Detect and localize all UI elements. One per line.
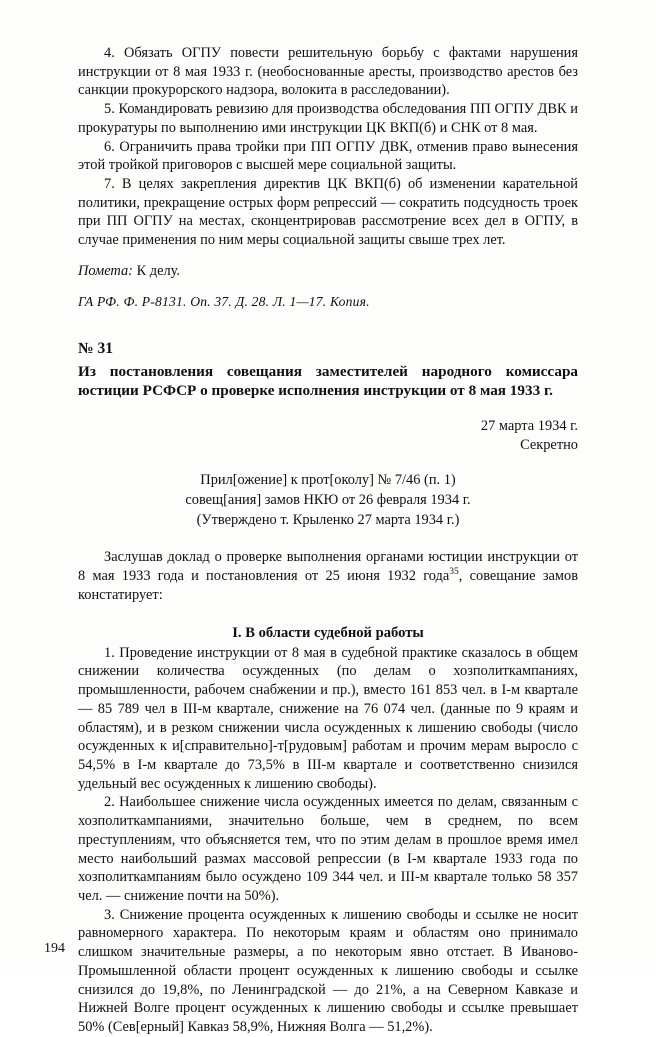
document-date: 27 марта 1934 г. — [480, 417, 578, 434]
attachment-line-2: совещ[ания] замов НКЮ от 26 февраля 1934 г. — [185, 491, 471, 508]
lead-part-2: , совещание замов констатирует: — [78, 568, 579, 603]
paragraph-item-2: 2. Наибольшее снижение числа осужденных имеется по делам, связанным с хозполиткампаниями, значительно больше, чем в среднем, по всем преступлениям, что объясняется тем, что по этим делам в прошлое время имел место наибольший размах массовой репрессии (в I-м квартале 1933 года по хозполиткампаниям было осуждено 109 344 чел. и III-м квартале только 58 357 чел. — снижение почти на 50%). — [78, 794, 578, 904]
section-body — [78, 644, 578, 1037]
date-block — [78, 417, 578, 455]
archive-reference: ГА РФ. Ф. Р-8131. Оп. 37. Д. 28. Л. 1—17. Копия. — [78, 293, 370, 309]
paragraph-item-1: 1. Проведение инструкции от 8 мая в судебной практике сказалось в общем снижении количества осужденных (по делам о хозполиткампаниях, промышленности, рабочем снабжении и пр.), вместо 161 853 чел. в I-м квартале — 85 789 чел в III-м квартале, снижение на 76 074 чел. (данные по 9 краям и областям), и в резком снижении числа осужденных к лишению свободы (число осужденных к и[справительно]-т[рудовым] работам и прочим мерам выросло с 54,5% в I-м квартале до 73,5% в III-м квартале и соответственно снизился удельный вес осужденных к лишению свободы). — [78, 644, 578, 792]
secrecy-label: Секретно — [520, 436, 578, 453]
lead-part-1: Заслушав доклад о проверке выполнения органами юстиции инструкции от 8 мая 1933 года и постановления от 25 июня 1932 года — [78, 549, 578, 585]
attachment-line-1: Прил[ожение] к прот[околу] № 7/46 (п. 1) — [200, 471, 456, 488]
document-title: Из постановления совещания заместителей народного комиссара юстиции РСФСР о проверке исполнения инструкции от 8 мая 1933 г. — [78, 362, 578, 400]
paragraph-item-7: 7. В целях закрепления директив ЦК ВКП(б) об изменении карательной политики, прекращение острых форм репрессий — сократить подсудность троек при ПП ОГПУ на местах, сконцентрировав рассмотрение всех дел в ОГПУ, в случае применения по ним меры социальной защиты свыше трех лет. — [78, 176, 578, 249]
lead-paragraph — [78, 548, 578, 604]
top-section — [78, 44, 578, 250]
editorial-note — [78, 263, 578, 280]
attachment-header — [78, 471, 578, 531]
lead-paragraph-text — [78, 548, 578, 604]
attachment-line-3: (Утверждено т. Крыленко 27 марта 1934 г.) — [196, 511, 460, 528]
paragraph-item-4: 4. Обязать ОГПУ повести решительную борьбу с фактами нарушения инструкции от 8 мая 1933 г. (необоснованные аресты, производство арестов без санкции прокурорского надзора, волокита в расследовании). — [78, 45, 578, 99]
footnote-marker: 35 — [449, 567, 459, 578]
note-text: К делу. — [132, 262, 181, 279]
page-folio: 194 — [44, 941, 65, 956]
document-number: № 31 — [78, 339, 113, 357]
paragraph-item-6: 6. Ограничить права тройки при ПП ОГПУ ДВК, отменив право вынесения этой тройкой приговоров с высшей мере социальной защиты. — [78, 138, 578, 174]
section-heading: I. В области судебной работы — [232, 624, 424, 641]
paragraph-item-5: 5. Командировать ревизию для производства обследования ПП ОГПУ ДВК и прокуратуры по выполнению ими инструкции ЦК ВКП(б) и СНК от 8 мая. — [78, 101, 578, 136]
note-label: Помета: — [78, 262, 133, 279]
paragraph-item-3: 3. Снижение процента осужденных к лишению свободы и ссылке не носит равномерного характера. По некоторым краям и областям оно принимало слишком значительные размеры, а по некоторым явно отстает. В Иваново-Промышленной области процент осужденных к лишению свободы и ссылке снизился до 19,8%, по Ленинградской — до 21%, а на Северном Кавказе и Нижней Волге процент осужденных к лишению свободы и ссылке превышает 50% (Сев[ерный] Кавказ 58,9%, Нижняя Волга — 51,2%). — [78, 906, 578, 1035]
